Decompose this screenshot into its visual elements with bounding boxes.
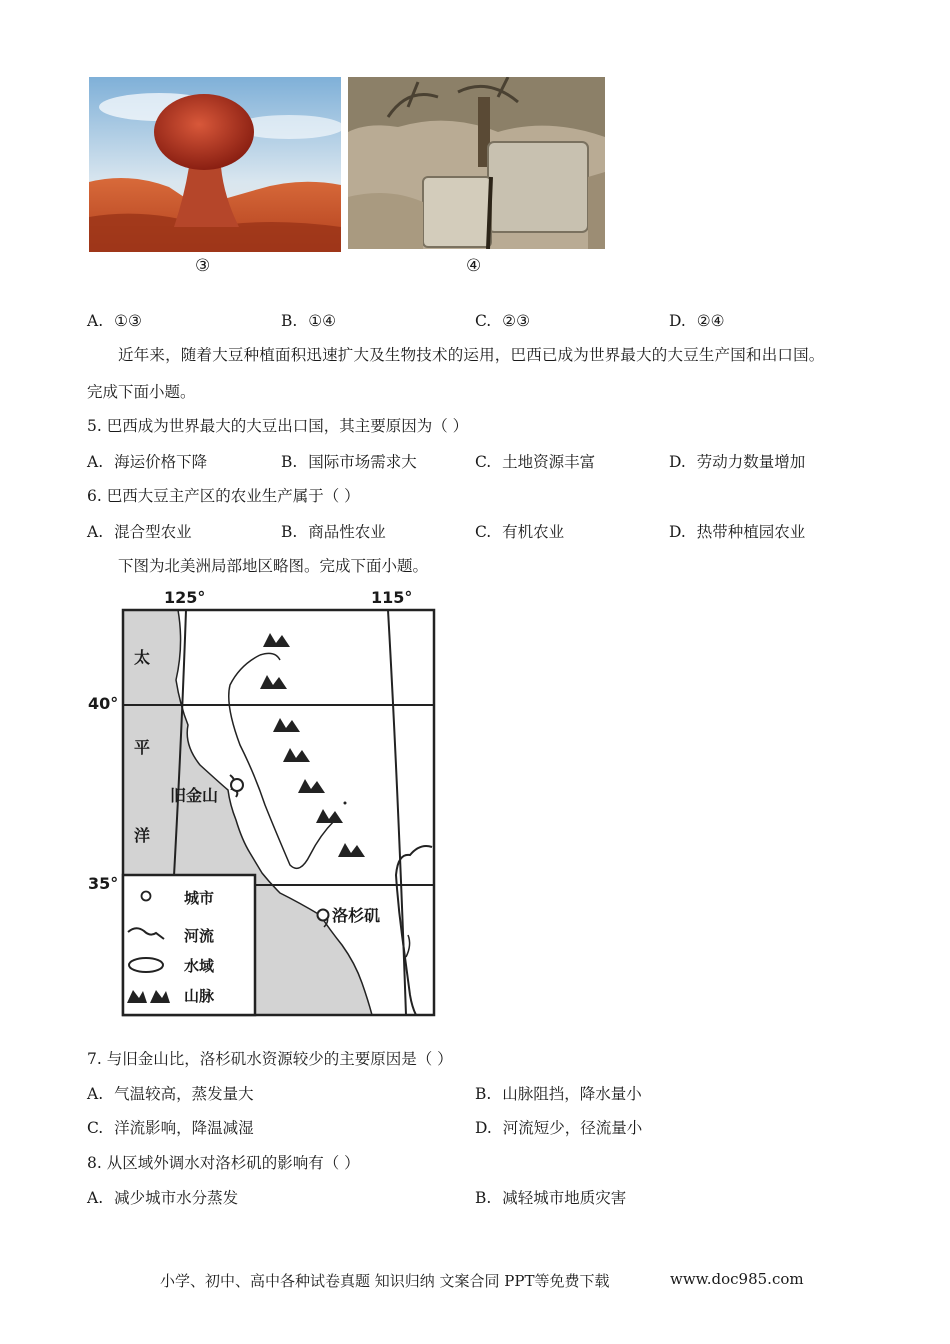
q6-stem: 6. 巴西大豆主产区的农业生产属于（ ） — [87, 487, 360, 505]
q7-option-a — [87, 1084, 254, 1104]
option-text: ②④ — [696, 312, 725, 330]
option-key: C. — [475, 523, 492, 541]
tree-root-splitting-rock-photo — [348, 77, 605, 249]
option-text: ①④ — [308, 312, 337, 330]
option-key: C. — [475, 453, 492, 471]
q6-option-b — [281, 522, 386, 542]
option-text: 商品性农业 — [308, 523, 386, 541]
legend-label-river: 河流 — [184, 927, 215, 945]
option-text: ①③ — [114, 312, 142, 330]
option-key: C. — [475, 312, 492, 330]
brazil-intro-line1: 近年来，随着大豆种植面积迅速扩大及生物技术的运用，巴西已成为世界最大的大豆生产国和出口国。 — [118, 346, 825, 364]
option-key: B. — [281, 312, 298, 330]
ocean-char-2: 平 — [134, 738, 151, 757]
mushroom-rock-photo — [89, 77, 341, 252]
q7-option-d — [475, 1118, 642, 1138]
option-key: A. — [87, 1189, 104, 1207]
option-key: D. — [669, 312, 686, 330]
q8-stem: 8. 从区域外调水对洛杉矶的影响有（ ） — [87, 1154, 360, 1172]
option-key: B. — [281, 453, 298, 471]
option-text: 减少城市水分蒸发 — [114, 1189, 239, 1207]
footer-website-link[interactable]: www.doc985.com — [670, 1270, 804, 1288]
legend-label-water: 水域 — [184, 957, 215, 975]
lat-label-40: 40° — [88, 694, 119, 713]
photo-3-label: ③ — [195, 256, 211, 276]
q5-option-b — [281, 452, 417, 472]
ocean-char-1: 太 — [134, 648, 151, 667]
option-key: B. — [475, 1085, 492, 1103]
option-text: 洋流影响，降温减湿 — [114, 1119, 254, 1137]
north-america-map — [80, 585, 450, 1025]
option-text: 劳动力数量增加 — [696, 453, 806, 471]
q7-option-b — [475, 1084, 642, 1104]
option-key: D. — [669, 523, 686, 541]
q6-option-c — [475, 522, 564, 542]
ocean-char-3: 洋 — [134, 826, 151, 845]
option-text: 混合型农业 — [114, 523, 192, 541]
option-text: ②③ — [502, 312, 530, 330]
los-angeles-city-marker — [318, 910, 329, 921]
option-text: 国际市场需求大 — [308, 453, 417, 471]
q8-option-b — [475, 1188, 626, 1208]
city-label-los-angeles: 洛杉矶 — [332, 906, 381, 925]
option-key: D. — [669, 453, 686, 471]
q5-option-a — [87, 452, 207, 472]
option-text: 海运价格下降 — [114, 453, 208, 471]
option-key: D. — [475, 1119, 492, 1137]
meridian-115 — [388, 610, 406, 1015]
option-text: 热带种植园农业 — [696, 523, 806, 541]
q4-option-b — [281, 311, 336, 331]
q8-option-a — [87, 1188, 238, 1208]
mountain-icon — [260, 633, 365, 857]
q7-option-c — [87, 1118, 254, 1138]
option-key: C. — [87, 1119, 104, 1137]
city-label-san-francisco: 旧金山 — [170, 786, 219, 805]
photo-4-label: ④ — [466, 256, 482, 276]
q7-stem: 7. 与旧金山比，洛杉矶水资源较少的主要原因是（ ） — [87, 1050, 453, 1068]
lon-label-125: 125° — [164, 588, 206, 607]
option-text: 土地资源丰富 — [502, 453, 596, 471]
q5-stem: 5. 巴西成为世界最大的大豆出口国，其主要原因为（ ） — [87, 417, 469, 435]
legend-label-mountain: 山脉 — [184, 987, 215, 1005]
map-intro: 下图为北美洲局部地区略图。完成下面小题。 — [118, 557, 429, 575]
legend-label-city: 城市 — [184, 889, 215, 907]
option-key: A. — [87, 1085, 104, 1103]
q6-option-d — [669, 522, 805, 542]
option-key: B. — [475, 1189, 492, 1207]
lat-label-35: 35° — [88, 874, 119, 893]
san-francisco-city-marker — [231, 779, 243, 791]
option-key: A. — [87, 453, 104, 471]
q4-option-a — [87, 311, 142, 331]
q5-option-c — [475, 452, 595, 472]
option-text: 山脉阻挡，降水量小 — [502, 1085, 642, 1103]
brazil-intro-line2: 完成下面小题。 — [87, 383, 196, 401]
footer-ad-text: 小学、初中、高中各种试卷真题 知识归纳 文案合同 PPT等免费下载 — [160, 1272, 610, 1290]
q6-option-a — [87, 522, 192, 542]
option-text: 有机农业 — [502, 523, 565, 541]
option-key: A. — [87, 523, 104, 541]
option-text: 河流短少，径流量小 — [502, 1119, 643, 1137]
option-key: B. — [281, 523, 298, 541]
lon-label-115: 115° — [371, 588, 413, 607]
option-text: 气温较高，蒸发量大 — [114, 1085, 254, 1103]
option-text: 减轻城市地质灾害 — [502, 1189, 627, 1207]
q4-option-c — [475, 311, 530, 331]
option-key: A. — [87, 312, 104, 330]
q4-option-d — [669, 311, 725, 331]
q5-option-d — [669, 452, 805, 472]
